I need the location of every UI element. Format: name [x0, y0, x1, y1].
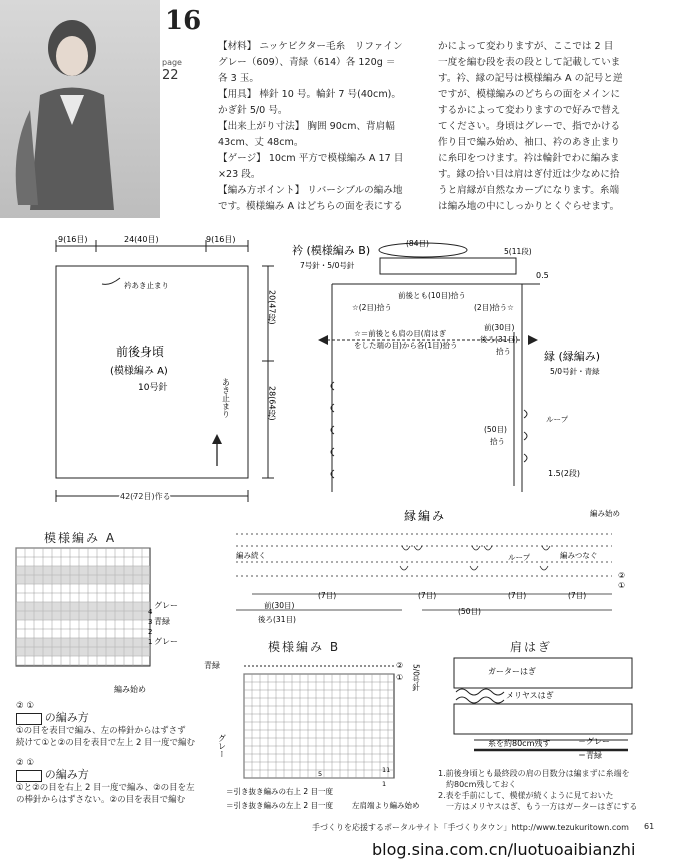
chart-b-title: 模様編み B	[268, 640, 341, 654]
edge-chart-seven-3: (7目)	[508, 591, 527, 600]
collar-pickup: 前後とも(10目)拾う	[398, 291, 466, 300]
chart-b-end-1: ①	[396, 673, 404, 682]
loop-label: ループ	[546, 415, 569, 424]
shoulder-note-1b: 約80cm残しておく	[446, 780, 517, 789]
star-note-1: ☆＝前後とも肩の目(肩はぎ	[354, 329, 447, 338]
text-line: てください。身頃はグレーで、指でかける	[438, 121, 621, 132]
dim-lower-height: 28(64段)	[267, 386, 277, 421]
chart-b	[200, 656, 440, 816]
text-line: 各 3 玉。	[218, 73, 259, 84]
edge-mid-pick: 拾う	[490, 437, 505, 446]
edge-chart-start: 編み始め	[590, 509, 620, 518]
body-title: 前後身頃	[116, 345, 165, 359]
chart-a-title: 模様編み A	[44, 531, 117, 545]
chart-b-col5: 5	[318, 770, 323, 778]
shoulder-note-2b: 一方はメリヤスはぎ、もう一方はガーターはぎにする	[446, 802, 638, 811]
neck-opening-mark: 衿あき止まり	[124, 281, 169, 290]
edge-chart-fifty: (50目)	[458, 607, 481, 616]
text-line: うと肩縁が自然なカーブになります。糸端	[438, 185, 620, 196]
edge-mid-count: (50目)	[484, 425, 507, 434]
text-line: 【材料】 ニッケビクター毛糸 リファイン	[218, 41, 403, 52]
garter-seam-label: ガーターはぎ	[488, 667, 536, 676]
text-line: かによって変わりますが、ここでは 2 目	[438, 41, 614, 52]
instructions-right	[438, 39, 670, 215]
sym1-desc-b: 続けて①と②の目を表目で左上 2 目一度で編む	[16, 738, 196, 748]
text-line: 【ゲージ】 10cm 平方で模様編み A 17 目	[218, 153, 404, 164]
sym1-desc-a: ①の目を表目で編み、左の棒針からはずさず	[16, 726, 186, 736]
edge-needle: 5/0号針・青緑	[550, 367, 600, 376]
edge-chart-row1: ①	[618, 581, 626, 590]
page-number: 61	[644, 822, 655, 831]
dim-upper-height: 20(47段)	[267, 290, 277, 325]
text-line: 作り目で編み始め、袖口、衿のあき止まり	[438, 137, 620, 148]
chart-a-row-2: 2	[148, 628, 153, 636]
arrow-right-icon	[528, 335, 538, 345]
edge-back-count: 後ろ(31目)	[480, 335, 518, 344]
sym2-desc-a: ①と②の目を右上 2 目一度で編み、②の目を左	[16, 783, 195, 793]
chart-b-rowcount: 11	[382, 766, 391, 774]
sym2-icon	[16, 770, 42, 782]
chart-a-teal: 青緑	[154, 617, 170, 626]
edge-thickness: 0.5	[536, 271, 549, 280]
shoulder-note-2: 2.表を手前にして、模様が続くように見ておいた	[438, 791, 614, 800]
chart-a-row-1: 1	[148, 638, 153, 646]
body-schematic	[40, 228, 290, 508]
text-line: 【出来上がり寸法】 胸囲 90cm、背肩幅	[218, 121, 395, 132]
chart-b-col1: 1	[382, 780, 387, 788]
model-photo	[0, 0, 160, 218]
edge-chart	[222, 506, 642, 628]
chart-b-legend-2: ＝引き抜き編みの左上 2 目一度	[226, 801, 334, 810]
sym1-icon	[16, 713, 42, 725]
dim-top-mid: 24(40目)	[124, 235, 159, 244]
text-line: ×23 段。	[218, 169, 261, 180]
chart-a-start: 編み始め	[114, 685, 146, 694]
chart-a	[14, 546, 204, 696]
collar-title: 衿 (模様編み B)	[292, 244, 371, 257]
footer-text: 手づくりを応援するポータルサイト「手づくりタウン」http://www.tezukuritown.com	[312, 823, 629, 832]
star-note-2: をした端の目)から各(1目)拾う	[354, 341, 458, 350]
text-line: するかによって変わりますので好みで替え	[438, 105, 621, 116]
shoulder-notes	[438, 768, 658, 812]
sym2-desc-b: の棒針からはずさない。②の目を表目で編む	[16, 795, 186, 805]
star-pickup-left: ☆(2目)拾う	[352, 303, 392, 312]
collar-rows: 5(11段)	[504, 247, 532, 256]
chart-a-shaded-row	[16, 566, 150, 575]
chart-a-shaded-row	[16, 647, 150, 656]
edge-front-count: 前(30目)	[484, 323, 515, 332]
chart-a-shaded-row	[16, 638, 153, 647]
model-figure	[0, 0, 160, 218]
chart-b-end-2: ②	[396, 661, 404, 670]
symbol-notes	[16, 700, 216, 806]
chart-a-gray-1: グレー	[154, 601, 178, 610]
edge-chart-cont: 編み続く	[236, 551, 266, 560]
chart-b-teal: 青緑	[204, 661, 220, 670]
sym2-nums: ② ①	[16, 758, 34, 768]
collar-edge-schematic	[288, 232, 628, 502]
watermark-url: blog.sina.com.cn/luotuoaibianzhi	[372, 840, 636, 859]
sym2-title: の編み方	[44, 768, 89, 781]
edge-chart-back: 後ろ(31目)	[258, 615, 296, 624]
yarn-length-label: 糸を約80cm残す	[488, 739, 551, 748]
collar-width: (84目)	[406, 239, 429, 248]
edge-chart-join: 編みつなぐ	[560, 551, 598, 560]
edge-title: 縁 (縁編み)	[544, 350, 601, 363]
edge-pick-label: 拾う	[496, 347, 511, 356]
edge-chart-title: 縁編み	[404, 509, 447, 523]
edge-chart-front: 前(30目)	[264, 601, 295, 610]
sym1-title: の編み方	[44, 711, 89, 724]
edge-chart-row2: ②	[618, 571, 626, 580]
text-line: は編み地の中にしっかりとくぐらせます。	[438, 201, 620, 212]
instructions-left	[218, 39, 430, 215]
chart-a-gray-2: グレー	[154, 637, 178, 646]
shoulder-note-1: 1.前後身頃とも最終段の肩の目数分は編まずに糸端を	[438, 769, 630, 778]
star-pickup-right: (2目)拾う☆	[474, 303, 514, 312]
text-line: す。縁の拾い目は肩はぎ付近は少なめに拾	[438, 169, 620, 180]
shoulder-diagram	[448, 654, 648, 764]
edge-bottom-rows: 1.5(2段)	[548, 469, 581, 478]
text-line: に糸印をつけます。衿は輪針でわに編みま	[438, 153, 620, 164]
legend-gray: ＝グレー	[578, 737, 610, 746]
sym1-nums: ② ①	[16, 701, 34, 711]
edge-chart-loop: ループ	[508, 553, 531, 562]
text-line: 【編み方ポイント】 リバーシブルの編み地	[218, 185, 403, 196]
body-stitch: (模様編み A)	[110, 366, 168, 377]
legend-teal: ＝青緑	[578, 751, 602, 760]
chart-a-row-3: 3	[148, 618, 153, 626]
chart-b-gray: グレー	[217, 734, 227, 758]
chart-a-shaded-row	[16, 611, 150, 620]
text-line: です。模様編み A はどちらの面を表にする	[218, 201, 403, 212]
edge-chart-seven-2: (7目)	[418, 591, 437, 600]
text-line: 43cm、丈 48cm。	[218, 137, 304, 148]
edge-chart-seven-1: (7目)	[318, 591, 337, 600]
body-needle: 10号針	[138, 383, 168, 393]
page-label: page	[162, 58, 182, 67]
arrow-left-icon	[318, 335, 328, 345]
chart-b-start: 左肩端より編み始め	[352, 801, 420, 810]
chart-b-legend-1: ＝引き抜き編みの右上 2 目一度	[226, 787, 334, 796]
dim-bottom: 42(72目)作る	[120, 492, 171, 501]
chart-a-row-4: 4	[148, 608, 153, 616]
text-line: 一度を編む段を表の段として記載していま	[438, 57, 621, 68]
dim-top-right: 9(16目)	[206, 235, 236, 244]
shoulder-title: 肩はぎ	[510, 640, 553, 654]
collar-needle: 7号針・5/0号針	[300, 261, 355, 270]
chart-b-needle: 5/0号針	[411, 664, 421, 692]
text-line: グレー（609）、青緑（614）各 120g ＝	[218, 57, 396, 68]
stockinette-seam-label: メリヤスはぎ	[506, 691, 554, 700]
pattern-number: 16	[165, 6, 202, 36]
text-line: す。衿、縁の記号は模様編み A の記号と逆	[438, 73, 623, 84]
text-line: かぎ針 5/0 号。	[218, 105, 288, 116]
text-line: ですが、模様編みのどちらの面をメインに	[438, 89, 621, 100]
arrow-up-icon	[212, 434, 222, 444]
chart-a-shaded-row	[16, 602, 150, 611]
text-line: 【用具】 棒針 10 号。輪針 7 号(40cm)。	[218, 89, 401, 100]
chart-a-shaded-row	[16, 575, 150, 584]
side-opening-mark: あき止まり	[221, 378, 231, 418]
edge-chart-seven-4: (7目)	[568, 591, 587, 600]
dim-top-left: 9(16目)	[58, 235, 88, 244]
page-reference: 22	[162, 68, 179, 83]
